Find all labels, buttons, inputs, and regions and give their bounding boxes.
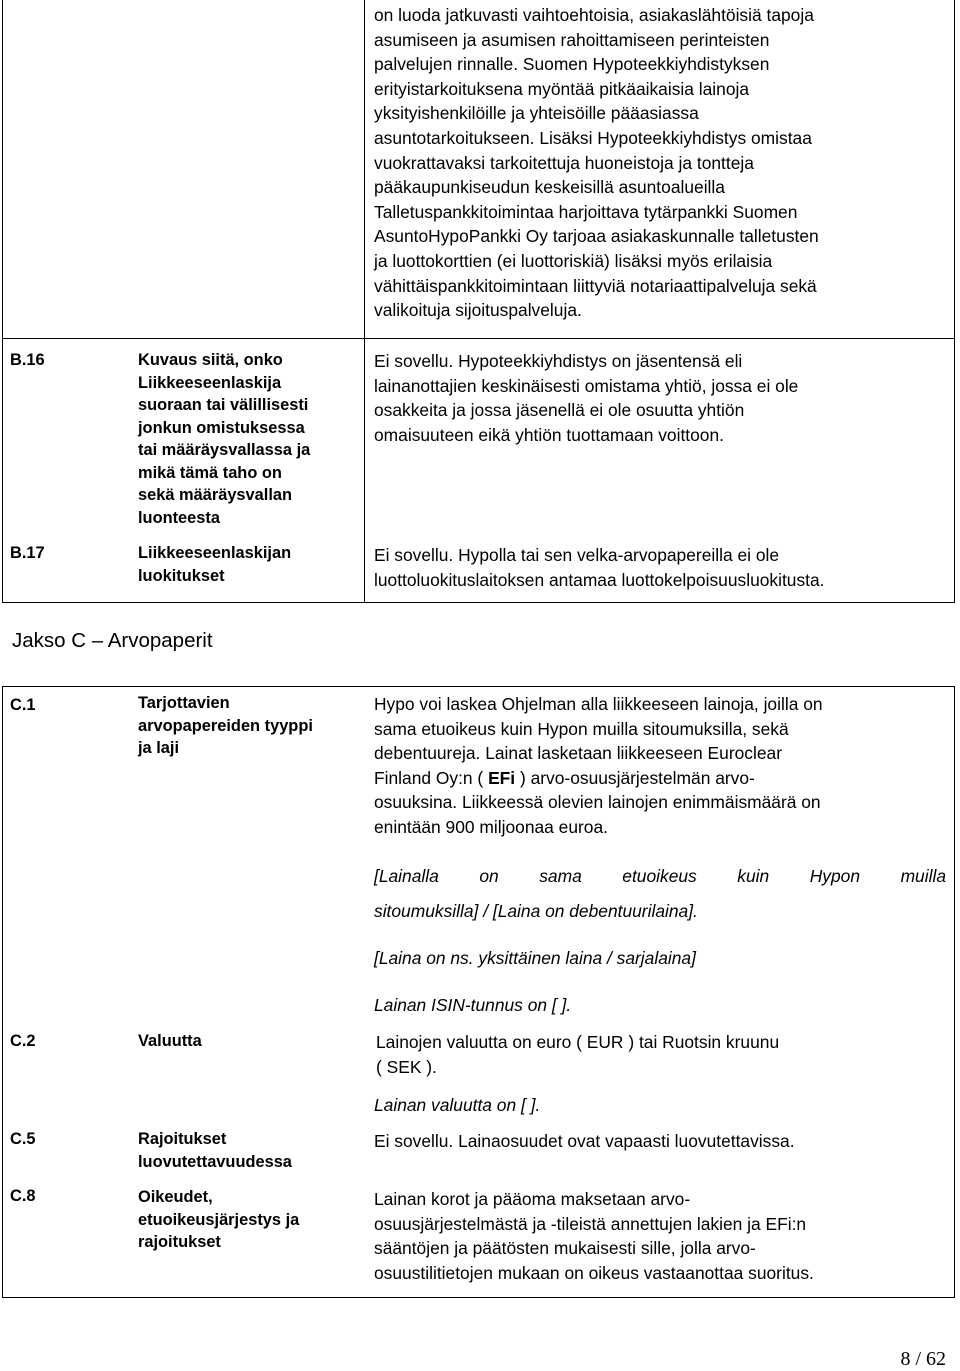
row-label-c2: Valuutta [138,1032,202,1050]
row-code-b17: B.17 [10,544,45,562]
row-content-c1: Hypo voi laskea Ohjelman alla liikkeeseen lainoja, joilla on sama etuoikeus kuin Hypon muilla sitoumuksilla, sekä debentuureja. Lainat lasketaan liikkeeseen Euroclear Finland Oy:n ( EFi ) arvo-osuusjärjestelmän arvo- osuuksina. Liikkeessä olevien lainojen enimmäismäärä on enintään 900 miljoonaa euroa. [374,692,949,840]
row-code-c2: C.2 [10,1032,36,1050]
efi-abbrev: EFi [488,767,516,788]
row-content-c2: Lainojen valuutta on euro ( EUR ) tai Ruotsin kruunu ( SEK ). [376,1032,780,1077]
row-content-c8: Lainan korot ja pääoma maksetaan arvo- osuusjärjestelmästä ja -tileistä annettujen lakien ja EFi:n sääntöjen ja päätösten mukaisesti sille, jolla arvo- osuustilitietojen mukaan on oikeus vastaanottaa suoritus. [374,1189,814,1283]
row-content-b17: Ei sovellu. Hypolla tai sen velka-arvopapereilla ei ole luottoluokituslaitoksen antamaa luottokelpoisuusluokitusta. [374,545,825,590]
row-code-b16: B.16 [10,351,45,369]
c1-priority-option-a: [Lainalla on sama etuoikeus kuin Hypon muilla [374,866,946,886]
row-content-b16: Ei sovellu. Hypoteekkiyhdistys on jäsentensä eli lainanottajien keskinäisesti omistama yhtiö, jossa ei ole osakkeita ja jossa jäsenellä ei ole osuutta yhtiön omaisuuteen eikä yhtiön tuottamaan voittoon. [374,351,799,445]
row-label-c1: Tarjottavien arvopapereiden tyyppi ja laji [138,694,313,757]
efi-line: Finland Oy:n ( EFi ) arvo-osuusjärjestelmän arvo- [374,767,755,788]
upper-row-divider [2,338,955,339]
top-paragraph: on luoda jatkuvasti vaihtoehtoisia, asiakaslähtöisiä tapoja asumiseen ja asumisen rahoittamiseen perinteisten palvelujen rinnalle. Suomen Hypoteekkiyhdistyksen erityistarkoituksena myöntää pitkäaikaisia lainoja yksityishenkilöille ja yhteisöille pääasiassa asuntotarkoitukseen. Lisäksi Hypoteekkiyhdistys omistaa vuokrattavaksi tarkoitettuja huoneistoja ja tontteja pääkaupunkiseudun keskeisillä asuntoalueilla Talletuspankkitoimintaa harjoittava tytärpankki Suomen AsuntoHypoPankki Oy tarjoaa asiakaskunnalle talletusten ja luottokorttien (ei luottoriskiä) lisäksi myös erilaisia vähittäispankkitoimintaan liittyviä notariaattipalveluja sekä valikoituja sijoituspalveluja. [374,5,819,321]
row-label-c8: Oikeudet, etuoikeusjärjestys ja rajoitukset [138,1188,300,1251]
row-content-c5: Ei sovellu. Lainaosuudet ovat vapaasti luovutettavissa. [374,1131,795,1151]
section-title: Jakso C – Arvopaperit [12,629,213,652]
c1-isin: Lainan ISIN-tunnus on [ ]. [374,995,572,1015]
row-code-c1: C.1 [10,696,36,714]
page-number: 8 / 62 [900,1348,946,1370]
row-code-c8: C.8 [10,1187,36,1205]
row-label-b16: Kuvaus siitä, onko Liikkeeseenlaskija suoraan tai välillisesti jonkun omistuksessa tai määräysvallassa ja mikä tämä taho on sekä määräysvallan luonteesta [138,351,311,527]
c1-priority-option-b: sitoumuksilla] / [Laina on debentuurilaina]. [374,901,698,921]
row-label-b17: Liikkeeseenlaskijan luokitukset [138,544,292,585]
row-label-c5: Rajoitukset luovutettavuudessa [138,1130,292,1171]
c1-loan-type: [Laina on ns. yksittäinen laina / sarjalaina] [374,948,696,968]
c2-currency: Lainan valuutta on [ ]. [374,1095,541,1115]
upper-col-divider [364,0,365,603]
row-code-c5: C.5 [10,1130,36,1148]
